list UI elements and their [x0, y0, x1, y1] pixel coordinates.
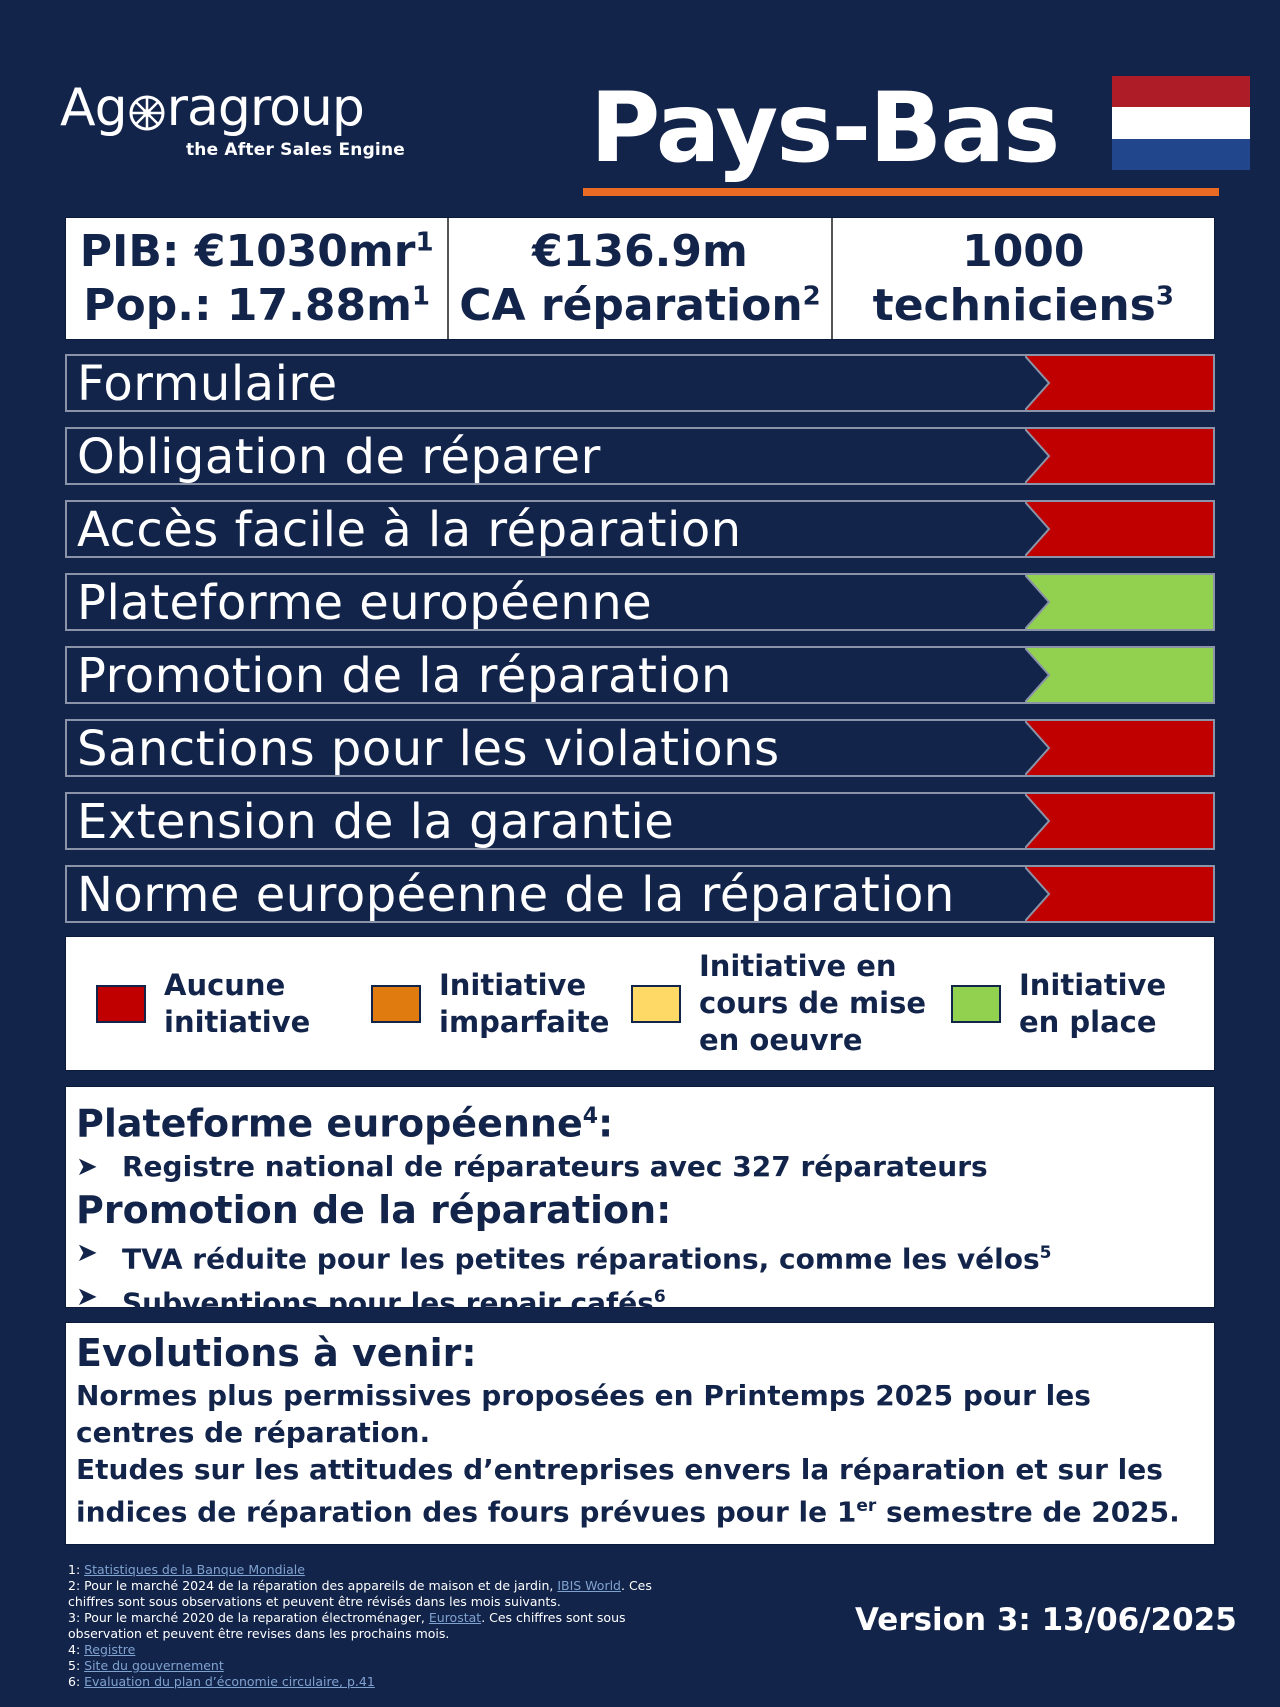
paragraph-text: Etudes sur les attitudes d’entreprises envers la réparation et sur les indices de réparation des fours prévues pour le 1 — [76, 1453, 1163, 1529]
footnote-ref: 2 — [802, 280, 821, 311]
footnote-text: 2: Pour le marché 2024 de la réparation des appareils de maison et de jardin, — [68, 1578, 558, 1593]
arrow-bullet-icon: ➤ — [76, 1281, 98, 1312]
list-item — [76, 1234, 1204, 1278]
footnote-text: . Ces chiffres sont sous observation et peuvent être revises dans les prochains mois. — [68, 1610, 626, 1641]
section-heading-evolutions: Evolutions à venir: — [76, 1331, 477, 1375]
criterion-status-chevron — [1025, 356, 1213, 410]
criterion-label: Extension de la garantie — [77, 794, 675, 850]
stat-value: 1000 — [962, 225, 1085, 277]
legend-label — [439, 967, 609, 1041]
footnote-link[interactable]: Eurostat — [428, 1610, 482, 1625]
arrow-bullet-icon: ➤ — [76, 1151, 98, 1182]
criterion-label: Plateforme européenne — [77, 575, 653, 631]
criterion-row — [65, 792, 1215, 850]
footnote-text: 6: — [68, 1674, 85, 1689]
stat-population: Pop.: 17.88m — [83, 279, 412, 331]
footnote-link[interactable]: Statistiques de la Banque Mondiale — [84, 1562, 305, 1577]
footnote-text: 5: — [68, 1658, 85, 1673]
legend-item — [631, 937, 926, 1070]
legend-label — [1019, 967, 1166, 1041]
legend-label-line: imparfaite — [439, 1004, 610, 1039]
bullet-text — [122, 1234, 1052, 1278]
logo-text-start: Ag — [60, 78, 127, 138]
title-underline — [583, 188, 1219, 196]
stat-technicians — [833, 218, 1214, 339]
legend-label-line: en place — [1019, 1004, 1157, 1039]
footnote-3 — [68, 1610, 688, 1642]
footnote-link[interactable]: IBIS World — [557, 1578, 621, 1593]
logo-tagline: the After Sales Engine — [185, 140, 405, 160]
heading-suffix: : — [598, 1101, 614, 1146]
netherlands-flag-icon — [1112, 76, 1250, 170]
status-legend — [65, 936, 1215, 1071]
footnote-ref: 5 — [1039, 1242, 1052, 1263]
footnote-link[interactable]: Registre — [84, 1642, 136, 1657]
legend-label-line: Initiative — [439, 967, 587, 1002]
criterion-status-chevron — [1025, 794, 1213, 848]
stat-line — [80, 225, 434, 279]
version-label: Version 3: 13/06/2025 — [855, 1602, 1237, 1638]
stat-gdp: PIB: €1030mr — [79, 225, 416, 277]
footnote-ref: 1 — [415, 226, 434, 257]
criterion-row — [65, 354, 1215, 412]
criterion-row — [65, 500, 1215, 558]
criterion-row — [65, 719, 1215, 777]
paragraph-text-end: semestre de 2025. — [876, 1495, 1180, 1529]
evolution-paragraph-2 — [76, 1451, 1204, 1530]
footnote-link[interactable]: Evaluation du plan d’économie circulaire, p.41 — [84, 1674, 375, 1689]
bullet-text-value: Registre national de réparateurs avec 327 réparateurs — [122, 1149, 988, 1183]
criterion-status-chevron — [1025, 648, 1213, 702]
legend-item — [951, 937, 1166, 1070]
criterion-label: Norme européenne de la réparation — [77, 867, 955, 923]
criterion-row — [65, 865, 1215, 923]
footnote-6 — [68, 1674, 688, 1690]
footnote-ref: 1 — [411, 280, 431, 311]
stat-value: €136.9m — [532, 225, 748, 277]
criterion-label: Sanctions pour les violations — [77, 721, 780, 777]
bullet-text — [122, 1278, 666, 1322]
legend-label-line: Initiative — [1019, 967, 1167, 1002]
legend-swatch — [371, 985, 421, 1023]
criterion-status-chevron — [1025, 721, 1213, 775]
stat-line — [962, 225, 1084, 279]
footnote-text: 1: — [68, 1562, 85, 1577]
flag-stripe-blue — [1112, 139, 1250, 170]
legend-label-line: Initiative en — [699, 949, 897, 983]
evolution-paragraph-1: Normes plus permissives proposées en Printemps 2025 pour les centres de réparation. — [76, 1379, 1091, 1449]
bullet-text — [122, 1148, 988, 1186]
footnote-2 — [68, 1578, 688, 1610]
legend-label-line: initiative — [164, 1004, 311, 1039]
footnote-text: 4: — [68, 1642, 85, 1657]
legend-swatch — [96, 985, 146, 1023]
wheel-icon — [127, 93, 167, 133]
footnote-4 — [68, 1642, 688, 1658]
logo-wordmark — [60, 78, 405, 138]
stat-repair-revenue — [449, 218, 832, 339]
legend-label — [164, 967, 310, 1041]
footnote-ref: 3 — [1155, 280, 1174, 311]
stat-line — [532, 225, 748, 279]
legend-swatch — [631, 985, 681, 1023]
evolutions-panel — [65, 1322, 1215, 1545]
footnote-link[interactable]: Site du gouvernement — [84, 1658, 224, 1673]
footnote-text: 3: Pour le marché 2020 de la reparation électroménager, — [68, 1610, 429, 1625]
stat-label: techniciens — [872, 279, 1156, 331]
list-item — [76, 1278, 1204, 1322]
list-item — [76, 1148, 1204, 1186]
criterion-label: Obligation de réparer — [77, 429, 601, 485]
footnote-1 — [68, 1562, 688, 1578]
footnote-ref: 6 — [653, 1286, 666, 1307]
criterion-status-chevron — [1025, 575, 1213, 629]
criterion-status-chevron — [1025, 867, 1213, 921]
bullet-text-value: Subventions pour les repair cafés — [122, 1286, 654, 1320]
agoragroup-logo — [60, 78, 405, 160]
legend-item — [96, 937, 310, 1070]
bullet-text-value: TVA réduite pour les petites réparations, comme les vélos — [122, 1241, 1040, 1275]
flag-stripe-white — [1112, 107, 1250, 138]
criterion-label: Promotion de la réparation — [77, 648, 732, 704]
criterion-label: Accès facile à la réparation — [77, 502, 742, 558]
legend-label-line: cours de mise — [699, 986, 927, 1020]
footnotes — [68, 1562, 688, 1690]
legend-swatch — [951, 985, 1001, 1023]
stat-line — [873, 279, 1174, 333]
criterion-row — [65, 646, 1215, 704]
footnote-ref: 4 — [582, 1104, 599, 1129]
criterion-status-chevron — [1025, 502, 1213, 556]
stat-line — [459, 279, 821, 333]
footnote-5 — [68, 1658, 688, 1674]
criterion-label: Formulaire — [77, 356, 338, 412]
footnote-text: . Ces chiffres sont sous observations et peuvent être révisés dans les mois suivants. — [68, 1578, 652, 1609]
stat-gdp-population — [66, 218, 449, 339]
legend-item — [371, 937, 609, 1070]
logo-text-end: ragroup — [166, 78, 364, 138]
key-stats — [65, 217, 1215, 340]
section-heading-plateforme — [76, 1093, 1204, 1148]
page-title: Pays-Bas — [590, 72, 1059, 184]
legend-label-line: Aucune — [164, 967, 286, 1002]
criterion-status-chevron — [1025, 429, 1213, 483]
section-heading-promotion: Promotion de la réparation: — [76, 1187, 672, 1232]
criteria-list — [65, 354, 1215, 938]
details-panel — [65, 1086, 1215, 1320]
legend-label — [699, 948, 926, 1059]
flag-stripe-red — [1112, 76, 1250, 107]
arrow-bullet-icon: ➤ — [76, 1237, 98, 1268]
stat-line — [83, 279, 430, 333]
legend-label-line: en oeuvre — [699, 1023, 863, 1057]
criterion-row — [65, 427, 1215, 485]
criterion-row — [65, 573, 1215, 631]
ordinal-suffix: er — [856, 1496, 877, 1516]
stat-label: CA réparation — [459, 279, 803, 331]
heading-text: Plateforme européenne — [76, 1101, 583, 1146]
